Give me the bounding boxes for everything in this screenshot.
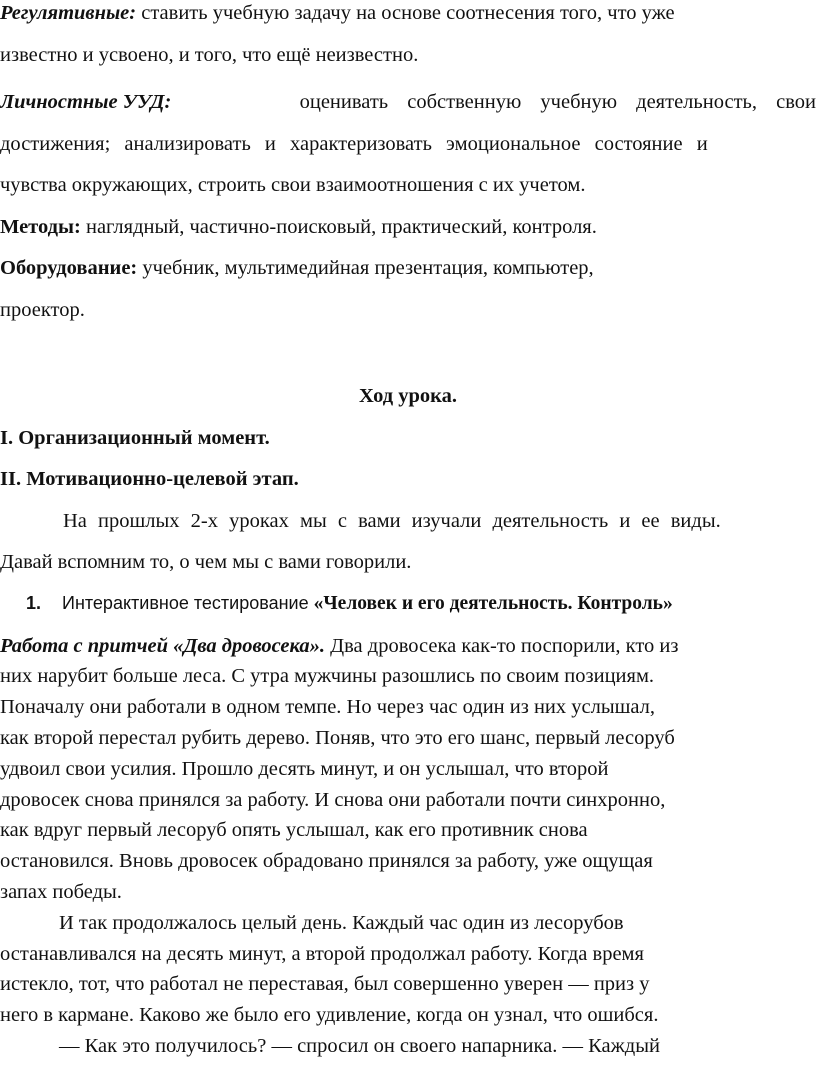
parable-line-13: — Как это получилось? — спросил он своего напарника. — Каждый [59,1035,660,1057]
equipment-label: Оборудование: [0,257,138,279]
list-number: 1. [26,593,42,613]
lesson-heading: Ход урока. [358,385,458,407]
parable-line-3: как второй перестал рубить дерево. Поняв, что это его шанс, первый лесоруб [0,727,675,749]
parable-line-10: останавливался на десять минут, а второй продолжал работу. Когда время [0,943,644,965]
intro-line-2: Давай вспомним то, о чем мы с вами говорили. [0,551,412,573]
parable-line-11: истекло, тот, что работал не переставая, был совершенно уверен — приз у [0,973,650,995]
stage-2-heading: II. Мотивационно-целевой этап. [0,468,299,490]
parable-line-2: Поначалу они работали в одном темпе. Но через час один из них услышал, [0,696,656,718]
personal-line-1 [0,91,816,114]
regulative-text: ставить учебную задачу на основе соотнесения того, что уже [136,2,675,24]
parable-line-1: них нарубит больше леса. С утра мужчины разошлись по своим позициям. [0,665,655,687]
methods-line [0,216,597,239]
regulative-line-2: известно и усвоено, и того, что ещё неизвестно. [0,44,419,66]
parable-line-5: дровосек снова принялся за работу. И снова они работали почти синхронно, [0,789,666,811]
personal-text: оценивать собственную учебную деятельность, свои [299,91,816,113]
equipment-text: учебник, мультимедийная презентация, компьютер, [137,257,594,279]
list-text: Интерактивное тестирование [62,593,314,613]
parable-line-9: И так продолжалось целый день. Каждый час один из лесорубов [59,912,624,934]
intro-line-1: На прошлых 2-х уроках мы с вами изучали деятельность и ее виды. [63,510,721,532]
methods-text: наглядный, частично-поисковый, практический, контроля. [80,216,597,238]
parable-line-7: остановился. Вновь дровосек обрадовано принялся за работу, уже ощущая [0,850,653,872]
list-item-1 [26,593,673,615]
methods-label: Методы: [0,216,81,238]
regulative-label: Регулятивные: [0,2,137,24]
parable-line-4: удвоил свои усилия. Прошло десять минут, и он услышал, что второй [0,758,609,780]
parable-line-8: запах победы. [0,881,122,903]
personal-line-2: достижения; анализировать и характеризовать эмоциональное состояние и [0,133,708,155]
parable-label: Работа с притчей «Два дровосека». [0,635,326,657]
personal-line-3: чувства окружающих, строить свои взаимоотношения с их учетом. [0,174,586,196]
parable-line-6: как вдруг первый лесоруб опять услышал, как его противник снова [0,819,588,841]
parable-text-0: Два дровосека как-то поспорили, кто из [325,635,679,657]
parable-line-0 [0,635,678,658]
parable-line-12: него в кармане. Каково же было его удивление, когда он узнал, что ошибся. [0,1004,659,1026]
equipment-line [0,257,594,280]
list-bold-title: «Человек и его деятельность. Контроль» [313,593,673,614]
equipment-line-2: проектор. [0,299,85,321]
stage-1-heading: I. Организационный момент. [0,427,270,449]
regulative-line-1 [0,2,675,25]
personal-label: Личностные УУД: [0,91,172,113]
